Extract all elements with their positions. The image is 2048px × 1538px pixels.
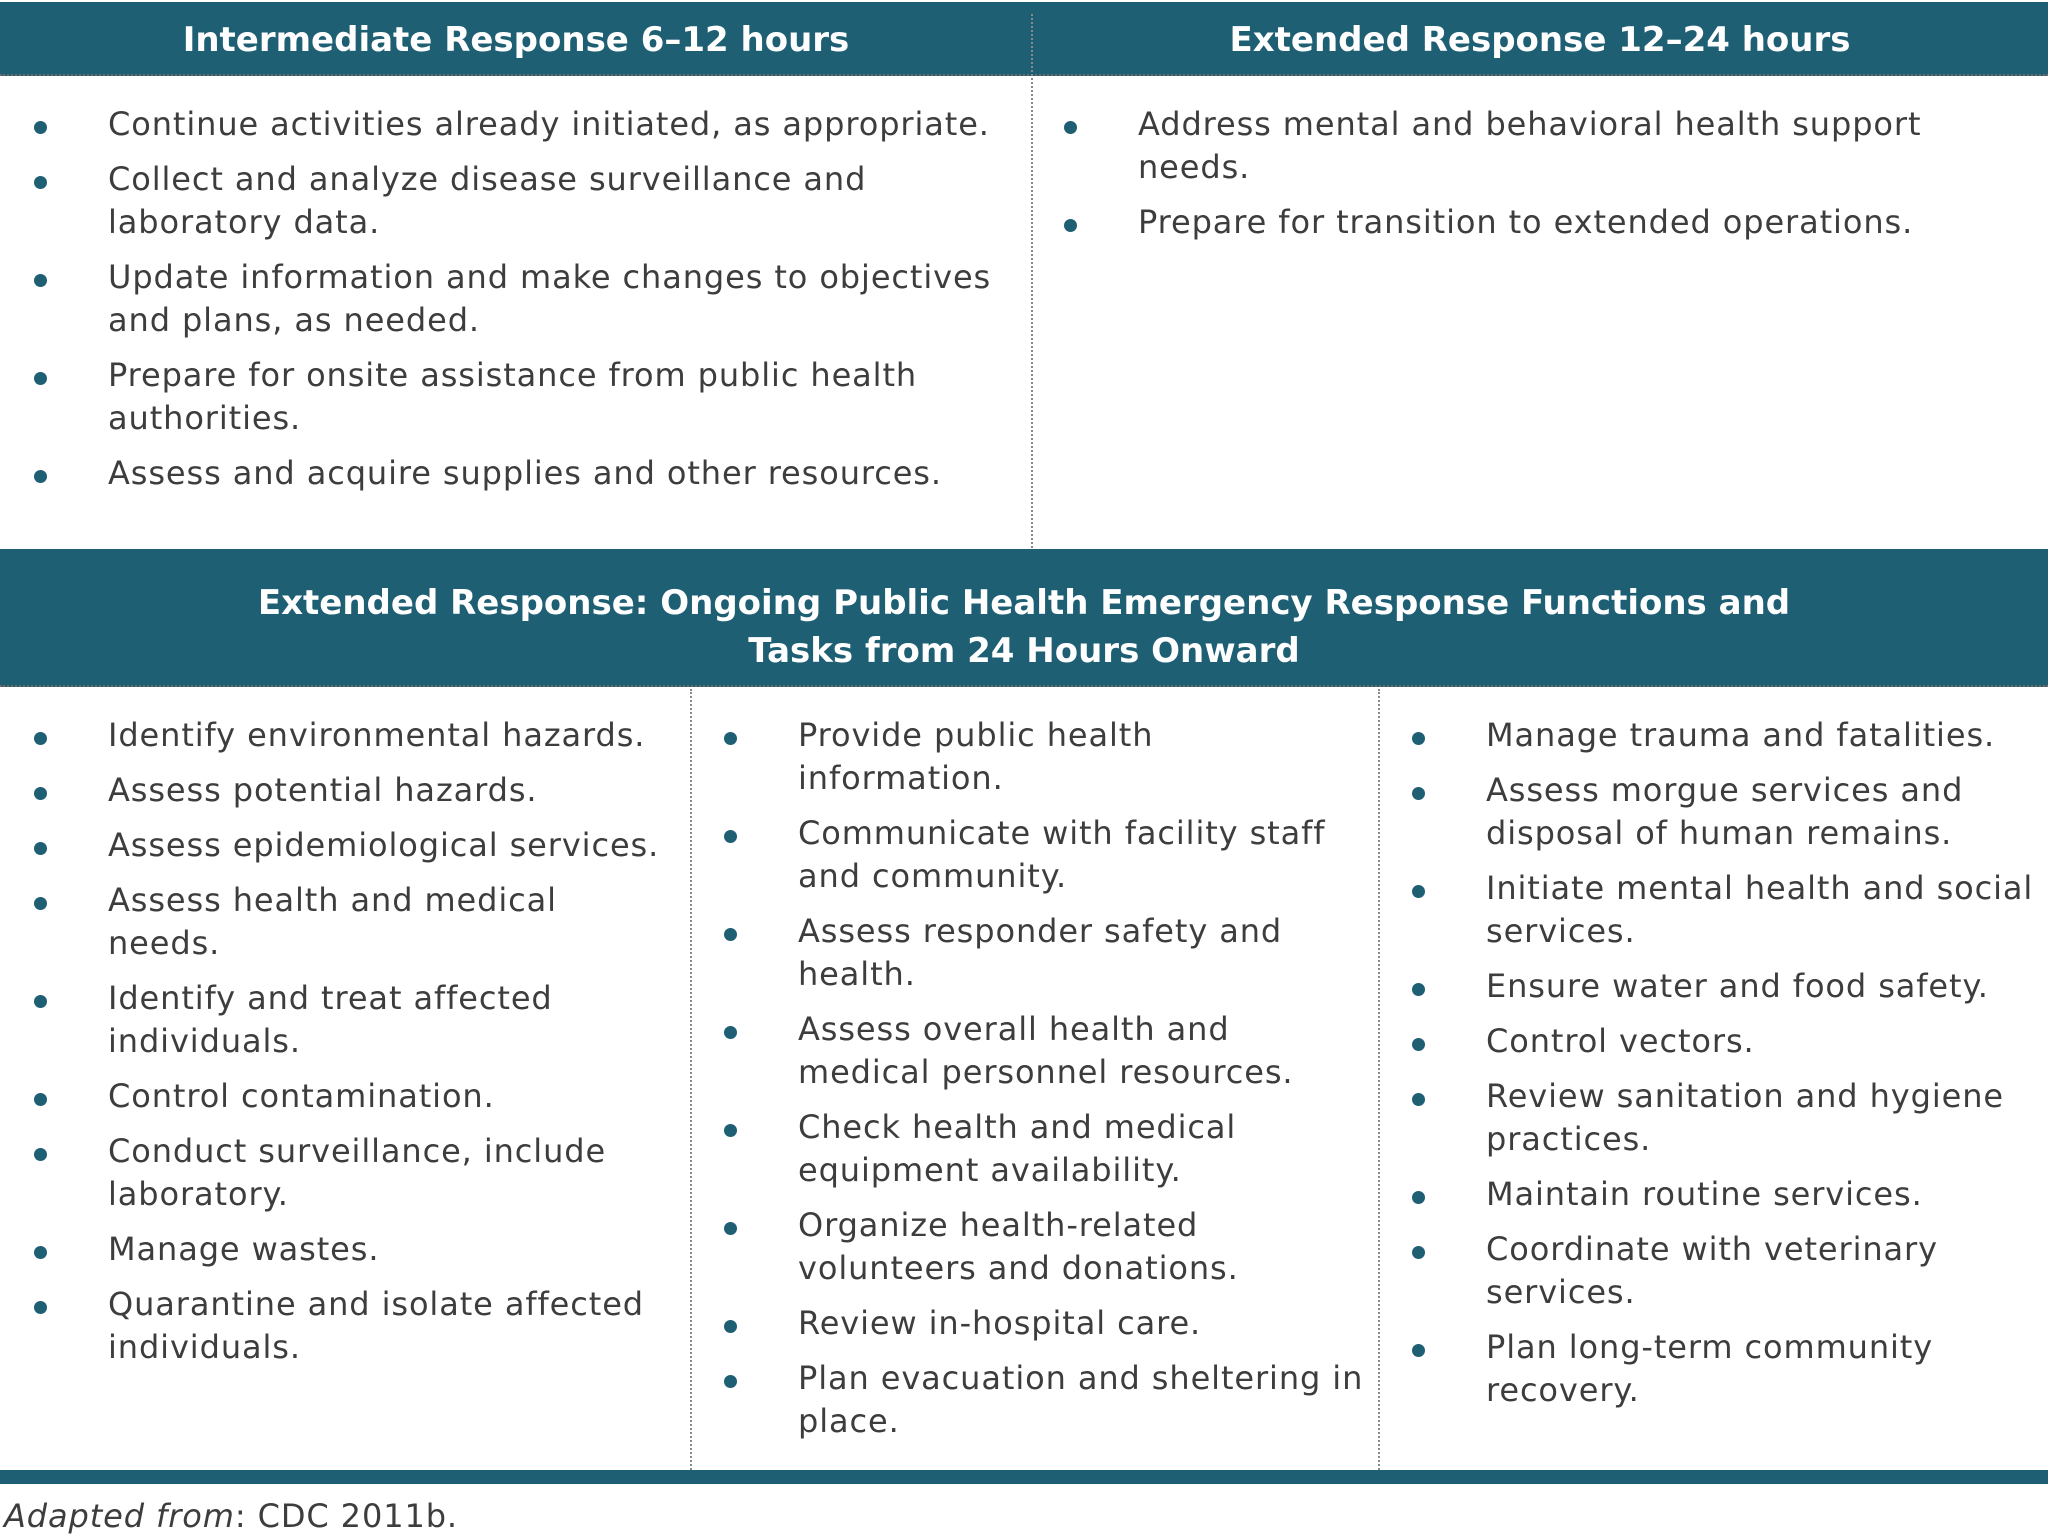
list-item <box>0 354 1010 440</box>
list-item <box>690 1008 1370 1094</box>
source-label: Adapted from <box>4 1497 235 1535</box>
list-item-text: Assess health and medical needs. <box>108 881 557 962</box>
bullet-icon <box>1412 1246 1425 1259</box>
bullet-icon <box>34 787 47 800</box>
bullet-icon <box>724 928 737 941</box>
ongoing-column-2-list <box>690 714 1370 1455</box>
list-item-text: Assess and acquire supplies and other resources. <box>108 454 942 492</box>
bullet-icon <box>1412 787 1425 800</box>
list-item-text: Maintain routine services. <box>1486 1175 1923 1213</box>
list-item-text: Provide public health information. <box>798 716 1154 797</box>
list-item <box>1030 103 2040 189</box>
top-column-divider <box>1031 14 1033 548</box>
bullet-icon <box>1412 1191 1425 1204</box>
list-item <box>690 812 1370 898</box>
list-item-text: Prepare for transition to extended operations. <box>1138 203 1914 241</box>
bullet-icon <box>34 176 47 189</box>
bullet-icon <box>34 121 47 134</box>
bullet-icon <box>34 1148 47 1161</box>
list-item <box>0 256 1010 342</box>
list-item <box>690 1106 1370 1192</box>
bullet-icon <box>1412 885 1425 898</box>
list-item <box>0 769 680 812</box>
list-item <box>1378 714 2048 757</box>
bullet-icon <box>724 830 737 843</box>
bullet-icon <box>34 732 47 745</box>
bullet-icon <box>34 897 47 910</box>
list-item-text: Collect and analyze disease surveillance and laboratory data. <box>108 160 867 241</box>
extended-response-12-24-list <box>1030 103 2040 256</box>
bullet-icon <box>34 1093 47 1106</box>
list-item-text: Manage trauma and fatalities. <box>1486 716 1996 754</box>
list-item <box>0 103 1010 146</box>
list-item <box>0 879 680 965</box>
list-item <box>1378 1020 2048 1063</box>
list-item-text: Identify environmental hazards. <box>108 716 646 754</box>
ongoing-column-3-list <box>1378 714 2048 1424</box>
ongoing-heading-line-1: Extended Response: Ongoing Public Health Emergency Response Functions and <box>257 583 1791 623</box>
list-item <box>690 910 1370 996</box>
bullet-icon <box>34 274 47 287</box>
list-item-text: Assess potential hazards. <box>108 771 538 809</box>
intermediate-response-heading: Intermediate Response 6–12 hours <box>182 20 850 60</box>
ongoing-heading-line-2: Tasks from 24 Hours Onward <box>748 631 1300 671</box>
list-item <box>1378 867 2048 953</box>
list-item-text: Assess overall health and medical personnel resources. <box>798 1010 1294 1091</box>
list-item <box>0 1075 680 1118</box>
list-item <box>0 1130 680 1216</box>
bullet-icon <box>1412 732 1425 745</box>
list-item-text: Plan evacuation and sheltering in place. <box>798 1359 1364 1440</box>
list-item <box>690 714 1370 800</box>
bullet-icon <box>1412 1093 1425 1106</box>
list-item <box>0 714 680 757</box>
list-item-text: Quarantine and isolate affected individuals. <box>108 1285 644 1366</box>
list-item-text: Communicate with facility staff and community. <box>798 814 1326 895</box>
intermediate-response-list <box>0 103 1010 507</box>
list-item <box>1378 769 2048 855</box>
list-item <box>0 1283 680 1369</box>
list-item <box>690 1357 1370 1443</box>
list-item <box>0 1228 680 1271</box>
list-item-text: Continue activities already initiated, as appropriate. <box>108 105 990 143</box>
list-item-text: Review sanitation and hygiene practices. <box>1486 1077 2004 1158</box>
bullet-icon <box>1412 1038 1425 1051</box>
list-item <box>1378 1228 2048 1314</box>
ongoing-column-1-list <box>0 714 680 1381</box>
bullet-icon <box>34 372 47 385</box>
list-item-text: Manage wastes. <box>108 1230 380 1268</box>
bullet-icon <box>34 1246 47 1259</box>
bullet-icon <box>34 842 47 855</box>
source-text: : CDC 2011b. <box>234 1497 459 1535</box>
bullet-icon <box>1064 219 1077 232</box>
list-item <box>1378 1173 2048 1216</box>
list-item-text: Check health and medical equipment availability. <box>798 1108 1237 1189</box>
bullet-icon <box>724 1222 737 1235</box>
list-item <box>690 1204 1370 1290</box>
bullet-icon <box>34 995 47 1008</box>
list-item <box>690 1302 1370 1345</box>
list-item-text: Control vectors. <box>1486 1022 1755 1060</box>
bullet-icon <box>724 1124 737 1137</box>
list-item-text: Coordinate with veterinary services. <box>1486 1230 1938 1311</box>
bullet-icon <box>724 1026 737 1039</box>
list-item-text: Assess morgue services and disposal of human remains. <box>1486 771 1964 852</box>
ongoing-response-heading <box>180 579 1868 675</box>
bottom-band <box>0 1470 2048 1484</box>
bullet-icon <box>1064 121 1077 134</box>
extended-response-12-24-heading: Extended Response 12–24 hours <box>1229 20 1851 60</box>
bullet-icon <box>1412 1344 1425 1357</box>
list-item-text: Ensure water and food safety. <box>1486 967 1989 1005</box>
list-item-text: Control contamination. <box>108 1077 495 1115</box>
list-item <box>0 158 1010 244</box>
list-item-text: Conduct surveillance, include laboratory. <box>108 1132 607 1213</box>
list-item <box>0 452 1010 495</box>
list-item-text: Identify and treat affected individuals. <box>108 979 553 1060</box>
bullet-icon <box>724 732 737 745</box>
list-item-text: Prepare for onsite assistance from public health authorities. <box>108 356 918 437</box>
list-item-text: Review in-hospital care. <box>798 1304 1202 1342</box>
list-item <box>0 824 680 867</box>
list-item-text: Organize health-related volunteers and donations. <box>798 1206 1239 1287</box>
bullet-icon <box>1412 983 1425 996</box>
bullet-icon <box>34 470 47 483</box>
bullet-icon <box>724 1320 737 1333</box>
list-item-text: Address mental and behavioral health support needs. <box>1138 105 1922 186</box>
list-item-text: Initiate mental health and social services. <box>1486 869 2034 950</box>
list-item-text: Assess epidemiological services. <box>108 826 660 864</box>
list-item-text: Update information and make changes to objectives and plans, as needed. <box>108 258 992 339</box>
list-item <box>0 977 680 1063</box>
bullet-icon <box>34 1301 47 1314</box>
list-item-text: Assess responder safety and health. <box>798 912 1283 993</box>
list-item-text: Plan long-term community recovery. <box>1486 1328 1934 1409</box>
bullet-icon <box>724 1375 737 1388</box>
list-item <box>1378 1326 2048 1412</box>
list-item <box>1378 965 2048 1008</box>
list-item <box>1378 1075 2048 1161</box>
list-item <box>1030 201 2040 244</box>
source-citation <box>4 1494 458 1538</box>
